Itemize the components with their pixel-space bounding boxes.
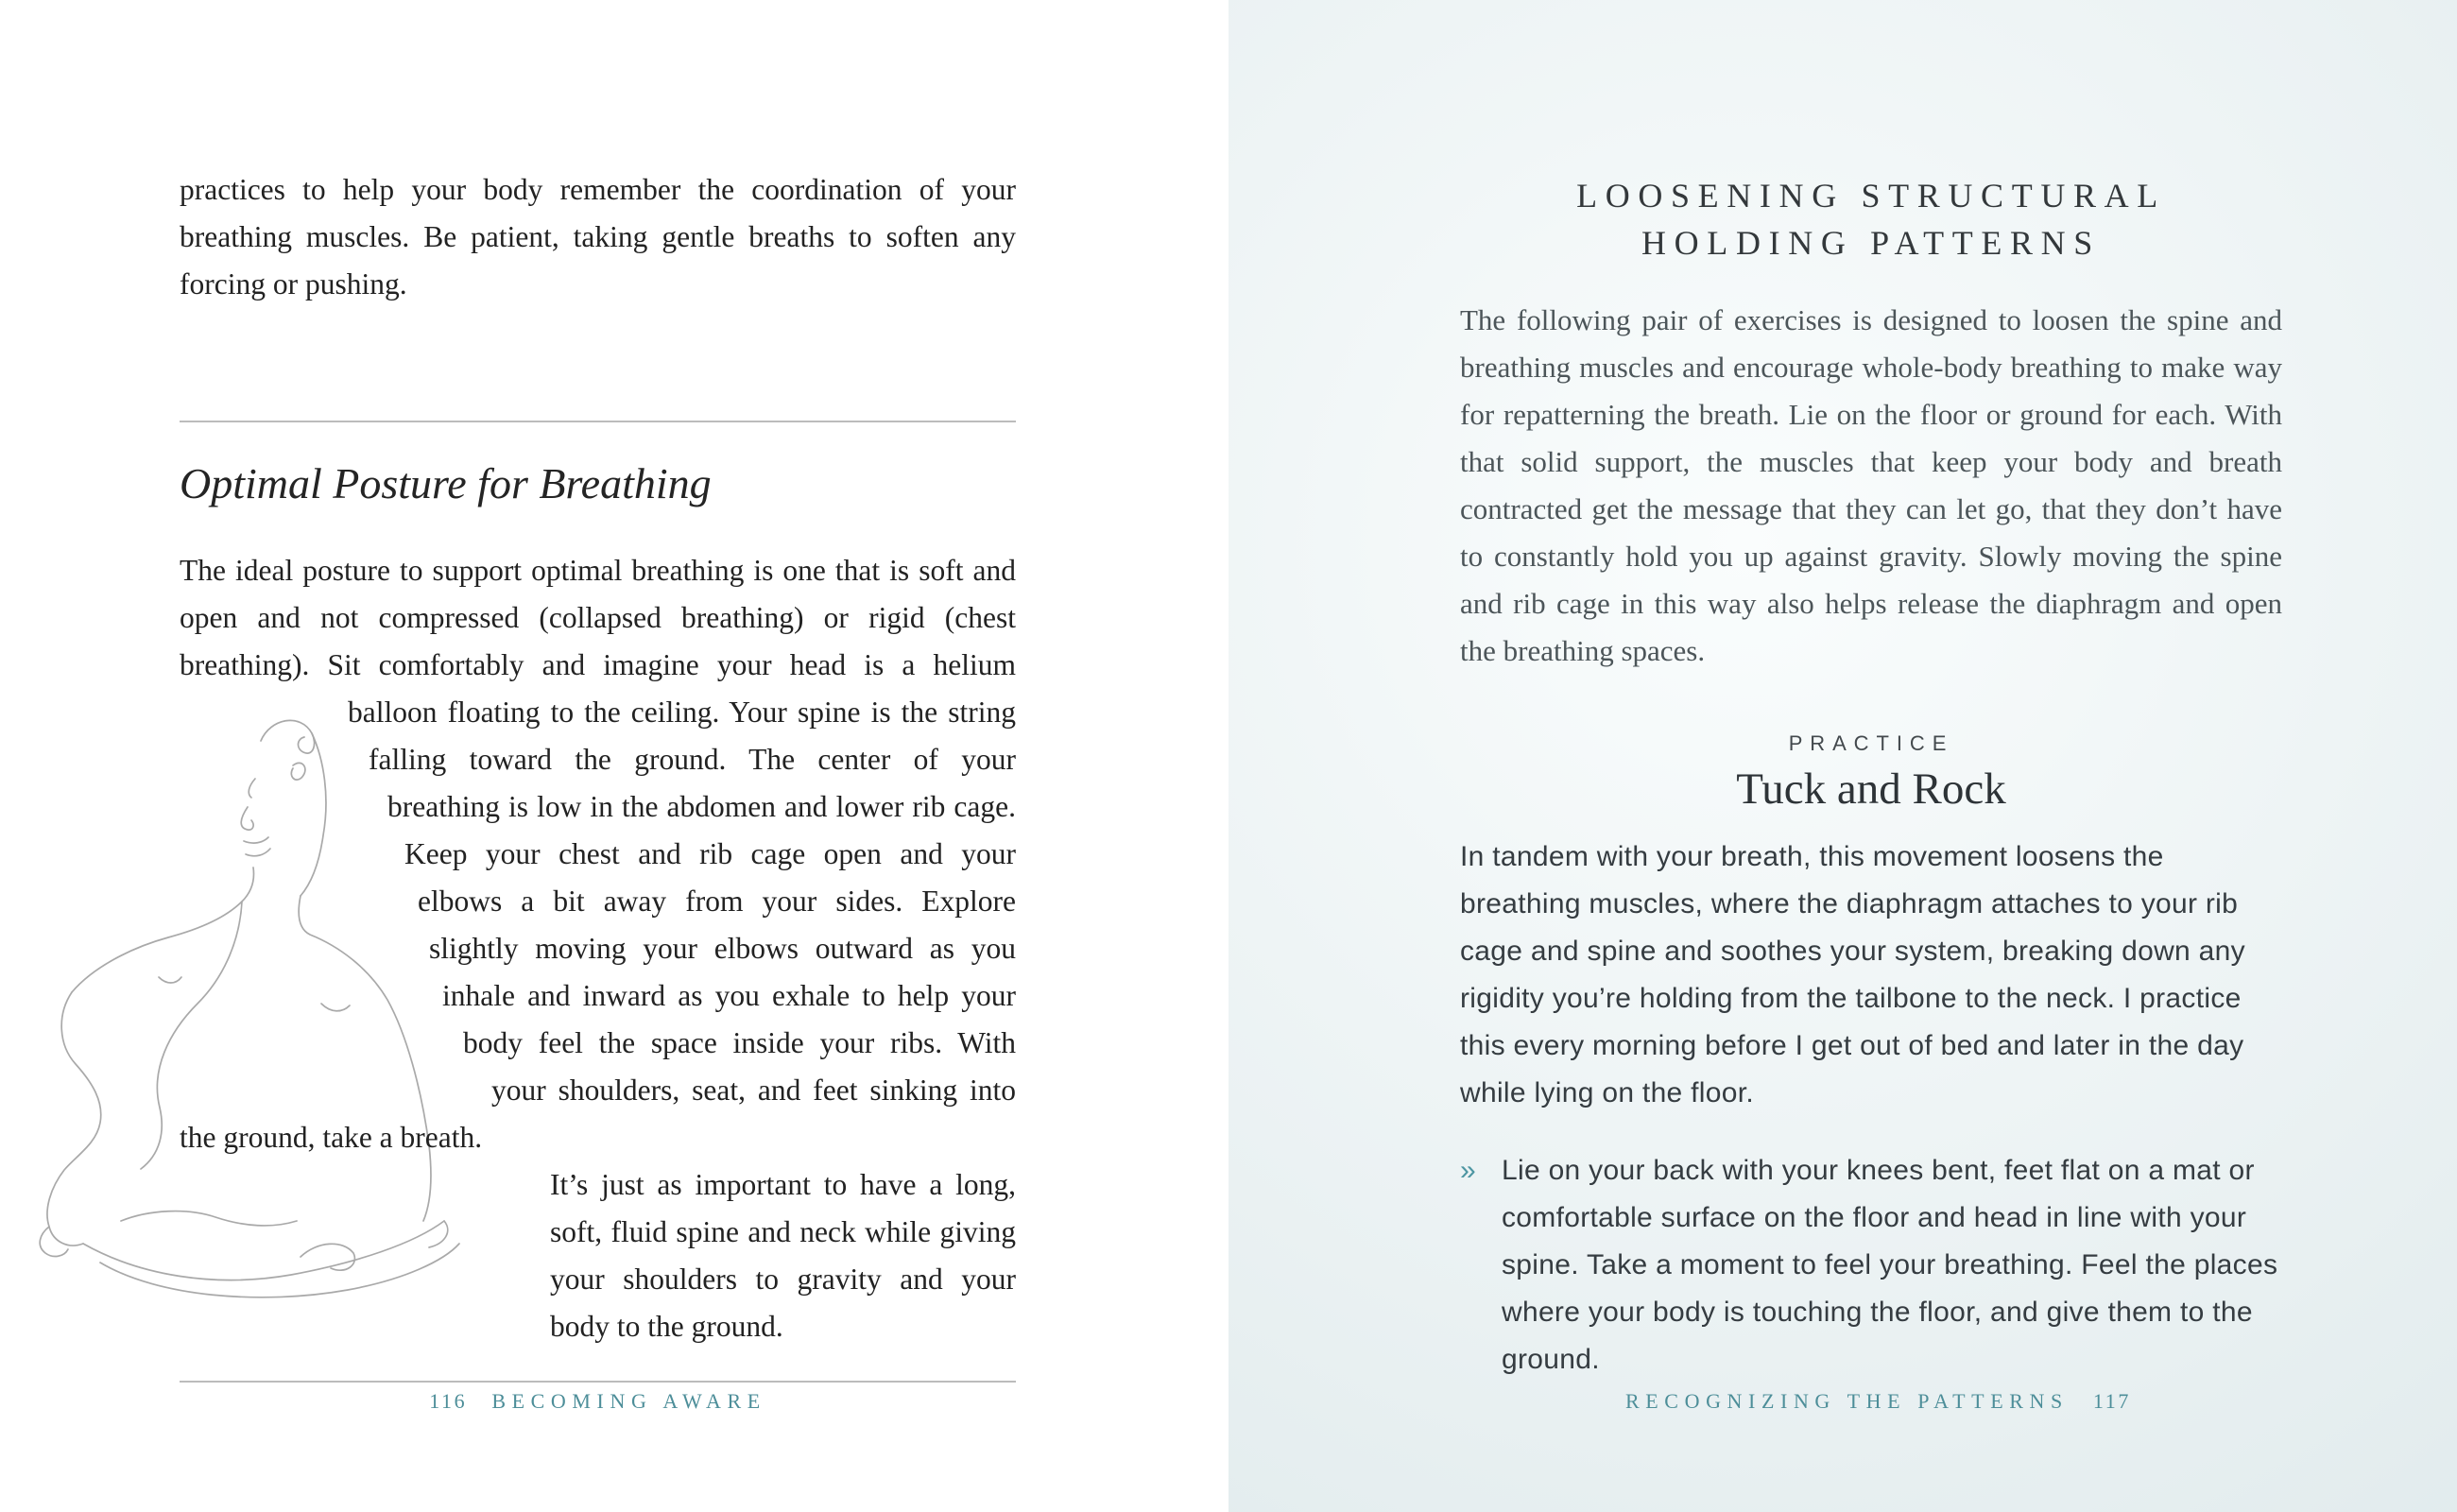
running-head: BECOMING AWARE (491, 1389, 766, 1413)
section-divider-bottom (180, 1381, 1016, 1383)
text-wrap-spacer (180, 831, 404, 878)
right-text-column (1460, 0, 2282, 1383)
section-heading: Optimal Posture for Breathing (180, 459, 712, 507)
chapter-heading-line1: LOOSENING STRUCTURAL (1576, 177, 2166, 215)
continuation-paragraph: practices to help your body remember the coordination of your breathing muscles. Be patient, taking gentle breaths to soften any forcing or pushing. (180, 173, 1016, 301)
practice-label: PRACTICE (1788, 731, 1954, 755)
text-wrap-spacer (180, 1020, 463, 1067)
section-divider-top (180, 421, 1016, 422)
right-page (1228, 0, 2457, 1512)
practice-step-text: Lie on your back with your knees bent, feet flat on a mat or comfortable surface on the floor and head in line with your spine. Take a moment to feel your breathing. Feel the places where your body is touching the floor, and give them to the ground. (1502, 1155, 2278, 1375)
right-page-footer (1460, 1389, 2296, 1414)
left-page (0, 0, 1228, 1512)
chapter-heading (1460, 172, 2282, 266)
left-page-footer (180, 1389, 1016, 1414)
bullet-marker: » (1460, 1155, 1476, 1186)
left-text-column (180, 0, 1016, 1383)
practice-title: Tuck and Rock (1736, 765, 2006, 814)
text-wrap-spacer (180, 736, 369, 783)
page-number: 117 (2092, 1389, 2131, 1413)
chapter-heading-line2: HOLDING PATTERNS (1641, 224, 2101, 262)
practice-paragraph: In tandem with your breath, this movement loosens the breathing muscles, where the diaphragm attaches to your rib cage and spine and soothes your system, breaking down any rigidity you’re holding from the tailbone to the neck. I practice this every morning before I get out of bed and later in the day while lying on the floor. (1460, 841, 2245, 1108)
body-paragraph: The ideal posture to support optimal breathing is one that is soft and open and not compressed (collapsed breathing) or rigid (chest breathing). Sit comfortably and imagine your head is a helium balloon floating to the ceiling. Your spine is the string falling toward the ground. The center of your breathing is low in the abdomen and lower rib cage. Keep your chest and rib cage open and your elbows a bit away from your sides. Explore slightly moving your elbows outward as you inhale and inward as you exhale to help your body feel the space inside your ribs. With your shoulders, seat, and feet sinking into the ground, take a breath. (180, 554, 1016, 1155)
text-wrap-spacer (180, 878, 418, 925)
text-wrap-spacer (180, 783, 387, 831)
text-wrap-spacer (180, 925, 429, 972)
text-wrap-spacer (180, 689, 348, 736)
practice-step-item (1460, 1147, 2282, 1383)
running-head: RECOGNIZING THE PATTERNS (1625, 1389, 2069, 1413)
chapter-intro-paragraph: The following pair of exercises is designed to loosen the spine and breathing muscles and encourage whole-body breathing to make way for repatterning the breath. Lie on the floor or ground for each. With that solid support, the muscles that keep your body and breath contracted get the message that they can let go, that they don’t have to constantly hold you up against gravity. Slowly moving the spine and rib cage in this way also helps release the diaphragm and open the breathing spaces. (1460, 303, 2282, 667)
text-wrap-spacer (180, 1067, 491, 1114)
page-number: 116 (429, 1389, 468, 1413)
text-wrap-spacer (180, 972, 442, 1020)
body-paragraph-2: It’s just as important to have a long, soft, fluid spine and neck while giving your shoulders to gravity and your body to the ground. (550, 1168, 1016, 1344)
wrapped-body-block (180, 547, 1016, 1161)
